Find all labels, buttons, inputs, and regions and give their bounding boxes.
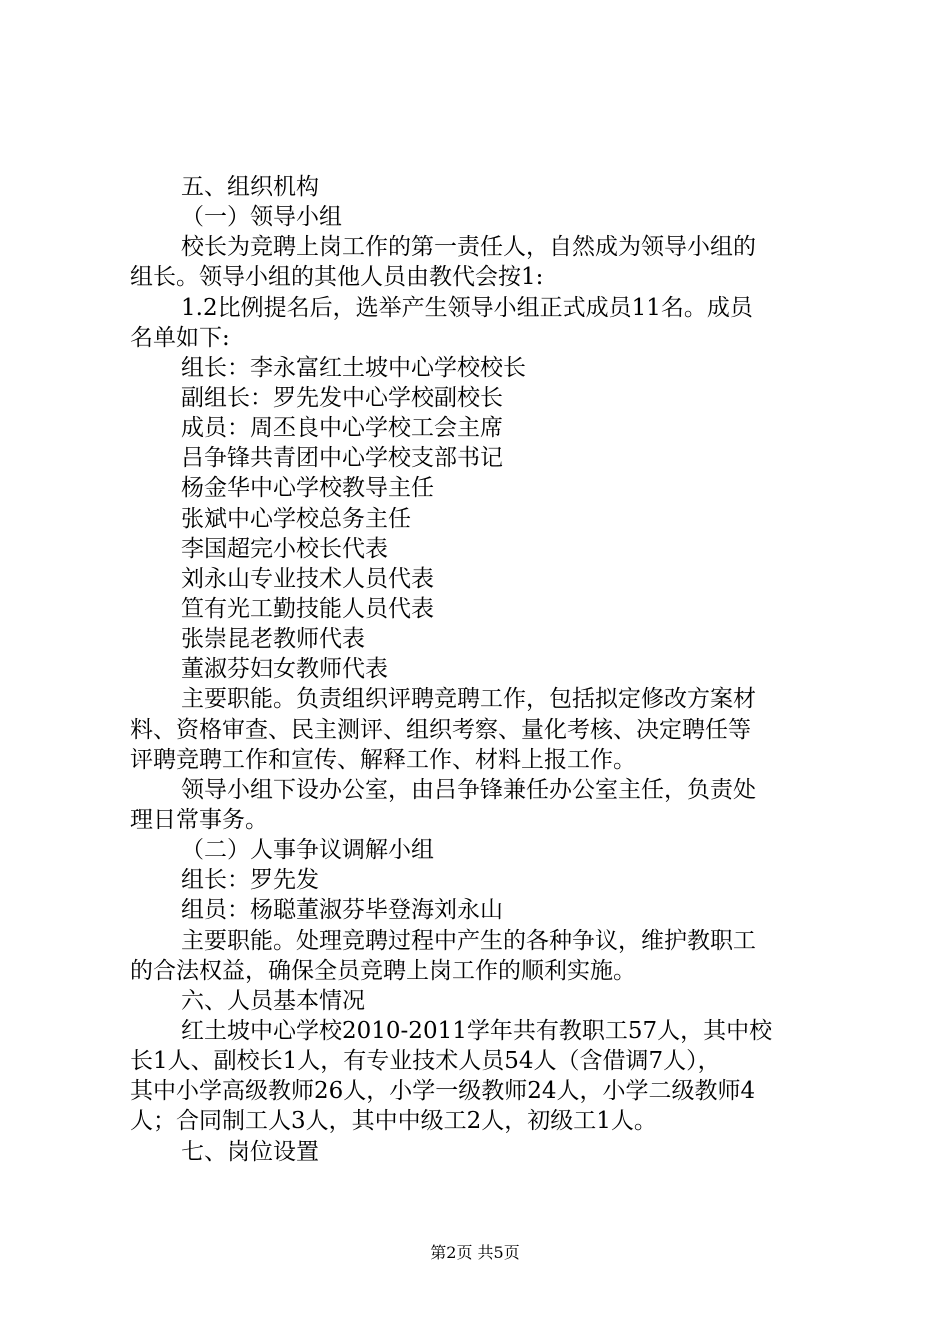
paragraph-line: 其中小学高级教师26人，小学一级教师24人，小学二级教师4	[130, 1078, 756, 1105]
paragraph-line: 领导小组下设办公室，由吕争锋兼任办公室主任，负责处	[181, 776, 756, 803]
paragraph-line: 校长为竞聘上岗工作的第一责任人，自然成为领导小组的	[181, 234, 756, 261]
paragraph-line: 主要职能。处理竞聘过程中产生的各种争议，维护教职工	[181, 927, 756, 954]
paragraph-line: 理日常事务。	[130, 806, 268, 833]
paragraph-line: 组长。领导小组的其他人员由教代会按1:	[130, 264, 544, 291]
member-line: 刘永山专业技术人员代表	[181, 565, 434, 592]
document-body	[130, 172, 830, 1167]
member-line: 张斌中心学校总务主任	[181, 505, 411, 532]
paragraph-line: 名单如下:	[130, 324, 230, 351]
member-line: 吕争锋共青团中心学校支部书记	[181, 445, 503, 472]
member-line: 组长：李永富红土坡中心学校校长	[181, 354, 526, 381]
page-footer	[0, 1243, 950, 1263]
member-line: 李国超完小校长代表	[181, 535, 388, 562]
member-line: 成员：周丕良中心学校工会主席	[181, 415, 503, 442]
member-line: 张崇昆老教师代表	[181, 626, 365, 653]
paragraph-line: 评聘竞聘工作和宣传、解释工作、材料上报工作。	[130, 746, 636, 773]
page-number-indicator: 第2页 共5页	[430, 1243, 520, 1262]
member-line: 杨金华中心学校教导主任	[181, 475, 434, 502]
section-heading: 五、组织机构	[181, 174, 319, 200]
paragraph-line: 长1人、副校长1人，有专业技术人员54人（含借调7人），	[130, 1048, 721, 1075]
paragraph-line: 料、资格审查、民主测评、组织考察、量化考核、决定聘任等	[130, 716, 751, 743]
subsection-heading: （一）领导小组	[181, 204, 342, 231]
member-line: 组员：杨聪董淑芬毕登海刘永山	[181, 897, 503, 924]
paragraph-line: 人；合同制工人3人，其中中级工2人，初级工1人。	[130, 1108, 657, 1135]
section-heading: 六、人员基本情况	[181, 987, 365, 1014]
paragraph-line: 的合法权益，确保全员竞聘上岗工作的顺利实施。	[130, 957, 636, 984]
section-heading: 七、岗位设置	[181, 1138, 319, 1165]
paragraph-line: 主要职能。负责组织评聘竞聘工作，包括拟定修改方案材	[181, 686, 756, 713]
member-line: 组长：罗先发	[181, 867, 319, 894]
member-line: 副组长：罗先发中心学校副校长	[181, 384, 503, 411]
paragraph-line: 1.2比例提名后，选举产生领导小组正式成员11名。成员	[181, 294, 753, 321]
subsection-heading: （二）人事争议调解小组	[181, 837, 434, 864]
paragraph-line: 红土坡中心学校2010-2011学年共有教职工57人，其中校	[181, 1017, 773, 1044]
member-line: 董淑芬妇女教师代表	[181, 656, 388, 683]
member-line: 笪有光工勤技能人员代表	[181, 595, 434, 622]
